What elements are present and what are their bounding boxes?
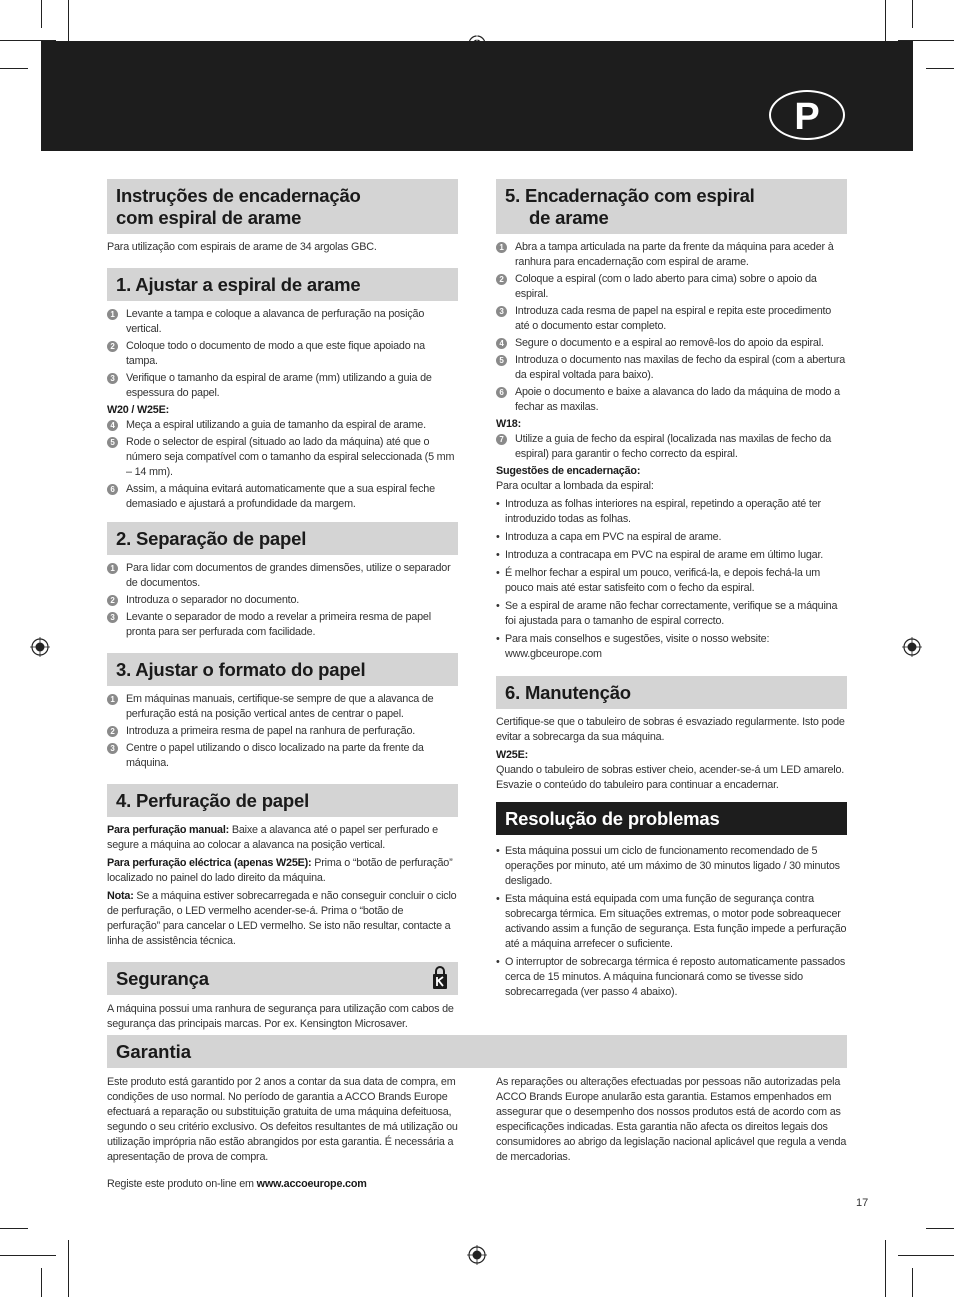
step-item: 1 Abra a tampa articulada na parte da frente da máquina para aceder à ranhura para encadernação com espiral de arame. <box>496 240 847 270</box>
section-header-3: 3. Ajustar o formato do papel <box>107 653 458 686</box>
section-header-2: 2. Separação de papel <box>107 522 458 555</box>
step-number: 3 <box>107 373 118 384</box>
step-number: 4 <box>107 420 118 431</box>
step-item: 2 Coloque a espiral (com o lado aberto para cima) sobre o apoio da espiral. <box>496 272 847 302</box>
page-number: 17 <box>856 1197 869 1209</box>
language-badge: P <box>769 90 845 140</box>
step-number: 2 <box>107 726 118 737</box>
step-item: 5 Introduza o documento nas maxilas de fecho da espiral (com a abertura da espiral voltada para baixo). <box>496 353 847 383</box>
step-list <box>107 561 458 640</box>
warranty-right <box>496 1075 847 1168</box>
step-number: 5 <box>107 437 118 448</box>
register-text: Registe este produto on-line em www.accoeurope.com <box>107 1178 367 1190</box>
step-item: 3 Levante o separador de modo a revelar a primeira resma de papel pronta para ser perfurada com facilidade. <box>107 610 458 640</box>
step-number: 2 <box>496 274 507 285</box>
section-header-4: 4. Perfuração de papel <box>107 784 458 817</box>
step-list <box>107 418 458 512</box>
registration-mark-icon <box>902 637 922 657</box>
step-item: 4 Meça a espiral utilizando a guia de tamanho da espiral de arame. <box>107 418 458 433</box>
crop-mark <box>926 68 954 69</box>
step-number: 1 <box>107 694 118 705</box>
step-list <box>107 692 458 771</box>
manual-punch-text: Para perfuração manual: Baixe a alavanca até o papel ser perfurado e segure a máquina ao colocar a alavanca na posição vertical. <box>107 824 438 851</box>
tips-label: Sugestões de encadernação: <box>496 465 641 477</box>
crop-mark <box>68 1240 69 1297</box>
step-number: 3 <box>107 612 118 623</box>
section-header-1: 1. Ajustar a espiral de arame <box>107 268 458 301</box>
registration-mark-icon <box>467 1245 487 1265</box>
step-number: 2 <box>107 341 118 352</box>
section-header-warranty: Garantia <box>107 1035 847 1068</box>
maintenance-model-text: Quando o tabuleiro de sobras estiver cheio, acender-se-á um LED amarelo. Esvazie o conteúdo do tabuleiro para continuar a encadernar. <box>496 764 845 791</box>
list-item: • Esta máquina possui um ciclo de funcionamento recomendado de 5 operações por minuto, até um máximo de 30 minutos ligado / 30 minutos desligado. <box>496 844 847 889</box>
step-number: 5 <box>496 355 507 366</box>
step-number: 7 <box>496 434 507 445</box>
step-number: 6 <box>107 484 118 495</box>
step-item: 3 Centre o papel utilizando o disco localizado na parte da frente da máquina. <box>107 741 458 771</box>
step-number: 4 <box>496 338 507 349</box>
step-number: 6 <box>496 387 507 398</box>
right-column <box>496 179 847 1003</box>
heading-line: com espiral de arame <box>116 207 302 228</box>
step-item: 3 Verifique o tamanho da espiral de arame (mm) utilizando a guia de espessura do papel. <box>107 371 458 401</box>
list-item: • Introduza as folhas interiores na espiral, repetindo a operação até ter introduzido todas as folhas. <box>496 497 847 527</box>
step-item: 2 Introduza o separador no documento. <box>107 593 458 608</box>
step-item: 6 Assim, a máquina evitará automaticamente que a sua espiral feche demasiado e ajustará a profundidade da margem. <box>107 482 458 512</box>
step-number: 3 <box>107 743 118 754</box>
list-item: • Introduza a capa em PVC na espiral de arame. <box>496 530 847 545</box>
section-header-5 <box>496 179 847 234</box>
warranty-left <box>107 1075 458 1195</box>
warranty-text: Este produto está garantido por 2 anos a contar da sua data de compra, em condições de uso normal. No período de garantia a ACCO Brands Europe efectuará a reparação ou substituição gratuita de uma máquina defeituosa, segundo o seu critério exclusivo. Os defeitos resultantes de má utilização ou utilização imprópria não estão abrangidos por esta garantia. É necessária a apresentação de prova de compra. <box>107 1076 458 1163</box>
crop-mark <box>0 1255 56 1256</box>
registration-mark-icon <box>30 637 50 657</box>
left-column <box>107 179 458 1035</box>
step-number: 2 <box>107 595 118 606</box>
crop-mark <box>926 1228 954 1229</box>
security-text: A máquina possui uma ranhura de segurança para utilização com cabos de segurança das principais marcas. Por ex. Kensington Microsaver. <box>107 1003 454 1030</box>
section-header-security: Segurança <box>107 962 458 995</box>
warranty-text: As reparações ou alterações efectuadas por pessoas não autorizadas pela ACCO Brands Europe anularão esta garantia. Estamos empenhados em assegurar que o desempenho dos nossos produtos está de acordo com as especificações indicadas. Esta garantia não afecta os direitos legais dos consumidores ao abrigo da legislação nacional aplicável que regula a venda de mercadorias. <box>496 1076 847 1163</box>
step-item: 2 Introduza a primeira resma de papel na ranhura de perfuração. <box>107 724 458 739</box>
step-item: 1 Em máquinas manuais, certifique-se sempre de que a alavanca de perfuração está na posição vertical antes de centrar o papel. <box>107 692 458 722</box>
model-label: W25E: <box>496 749 528 761</box>
crop-mark <box>912 1268 913 1297</box>
step-item: 7 Utilize a guia de fecho da espiral (localizada nas maxilas de fecho da espiral) para garantir o fecho correcto da espiral. <box>496 432 847 462</box>
maintenance-text: Certifique-se que o tabuleiro de sobras é esvaziado regularmente. Isto pode evitar a sobrecarga da sua máquina. <box>496 716 845 743</box>
note-text: Nota: Se a máquina estiver sobrecarregada e não conseguir concluir o ciclo de perfuração, o LED vermelho acender-se-á. Prima o “botão de perfuração” para cancelar o LED vermelho. Se isto não resultar, contacte a linha de assistência técnica. <box>107 890 457 947</box>
heading-line: 5. Encadernação com espiral <box>505 185 755 206</box>
list-item: • O interruptor de sobrecarga térmica é reposto automaticamente passados cerca de 15 minutos. A máquina funcionará como se tivesse sido sobrecarregada (ver passo 4 abaixo). <box>496 955 847 1000</box>
list-item: • Para mais conselhos e sugestões, visite o nosso website: www.gbceurope.com <box>496 632 847 662</box>
crop-mark <box>0 68 28 69</box>
step-item: 4 Segure o documento e a espiral ao removê-los do apoio da espiral. <box>496 336 847 351</box>
tips-intro: Para ocultar a lombada da espiral: <box>496 480 654 492</box>
step-list <box>107 307 458 401</box>
kensington-lock-icon <box>432 966 448 990</box>
step-item: 1 Para lidar com documentos de grandes dimensões, utilize o separador de documentos. <box>107 561 458 591</box>
electric-punch-text: Para perfuração eléctrica (apenas W25E): Prima o “botão de perfuração” localizado no painel do lado direito da máquina. <box>107 857 453 884</box>
crop-mark <box>41 1268 42 1297</box>
step-number: 1 <box>496 242 507 253</box>
section-header-troubleshooting: Resolução de problemas <box>496 802 847 835</box>
heading-line: de arame <box>529 207 609 228</box>
step-number: 1 <box>107 563 118 574</box>
step-item: 6 Apoie o documento e baixe a alavanca do lado da máquina de modo a fechar as maxilas. <box>496 385 847 415</box>
step-item: 2 Coloque todo o documento de modo a que este fique apoiado na tampa. <box>107 339 458 369</box>
step-item: 3 Introduza cada resma de papel na espiral e repita este procedimento até o documento estar completo. <box>496 304 847 334</box>
list-item: • É melhor fechar a espiral um pouco, verificá-la, e depois fechá-la um pouco mais até estar satisfeito com o fecho da espiral. <box>496 566 847 596</box>
heading-line: Instruções de encadernação <box>116 185 361 206</box>
section-header-intro <box>107 179 458 234</box>
intro-text: Para utilização com espirais de arame de 34 argolas GBC. <box>107 241 377 253</box>
step-number: 1 <box>107 309 118 320</box>
step-item: 1 Levante a tampa e coloque a alavanca de perfuração na posição vertical. <box>107 307 458 337</box>
register-link[interactable]: www.accoeurope.com <box>256 1178 367 1190</box>
step-number: 3 <box>496 306 507 317</box>
model-label: W20 / W25E: <box>107 404 169 416</box>
list-item: • Introduza a contracapa em PVC na espiral de arame em último lugar. <box>496 548 847 563</box>
crop-mark <box>912 0 913 28</box>
step-list <box>496 240 847 415</box>
crop-mark <box>898 1255 954 1256</box>
step-item: 5 Rode o selector de espiral (situado ao lado da máquina) até que o número seja compatível com o tamanho da espiral seleccionada (5 mm – 14 mm). <box>107 435 458 480</box>
list-item: • Esta máquina está equipada com uma função de segurança contra sobrecarga térmica. Em situações extremas, o motor pode sobreaquecer activando assim a função de segurança. Esta função impede a perfuração até a máquina arrefecer o suficiente. <box>496 892 847 952</box>
step-list <box>496 432 847 462</box>
crop-mark <box>0 1228 28 1229</box>
crop-mark <box>41 0 42 28</box>
model-label: W18: <box>496 418 521 430</box>
troubleshooting-list <box>496 844 847 1000</box>
section-header-6: 6. Manutenção <box>496 676 847 709</box>
crop-mark <box>885 1240 886 1297</box>
tips-list <box>496 497 847 662</box>
list-item: • Se a espiral de arame não fechar correctamente, verifique se a máquina foi ajustada para o tamanho de espiral correcto. <box>496 599 847 629</box>
